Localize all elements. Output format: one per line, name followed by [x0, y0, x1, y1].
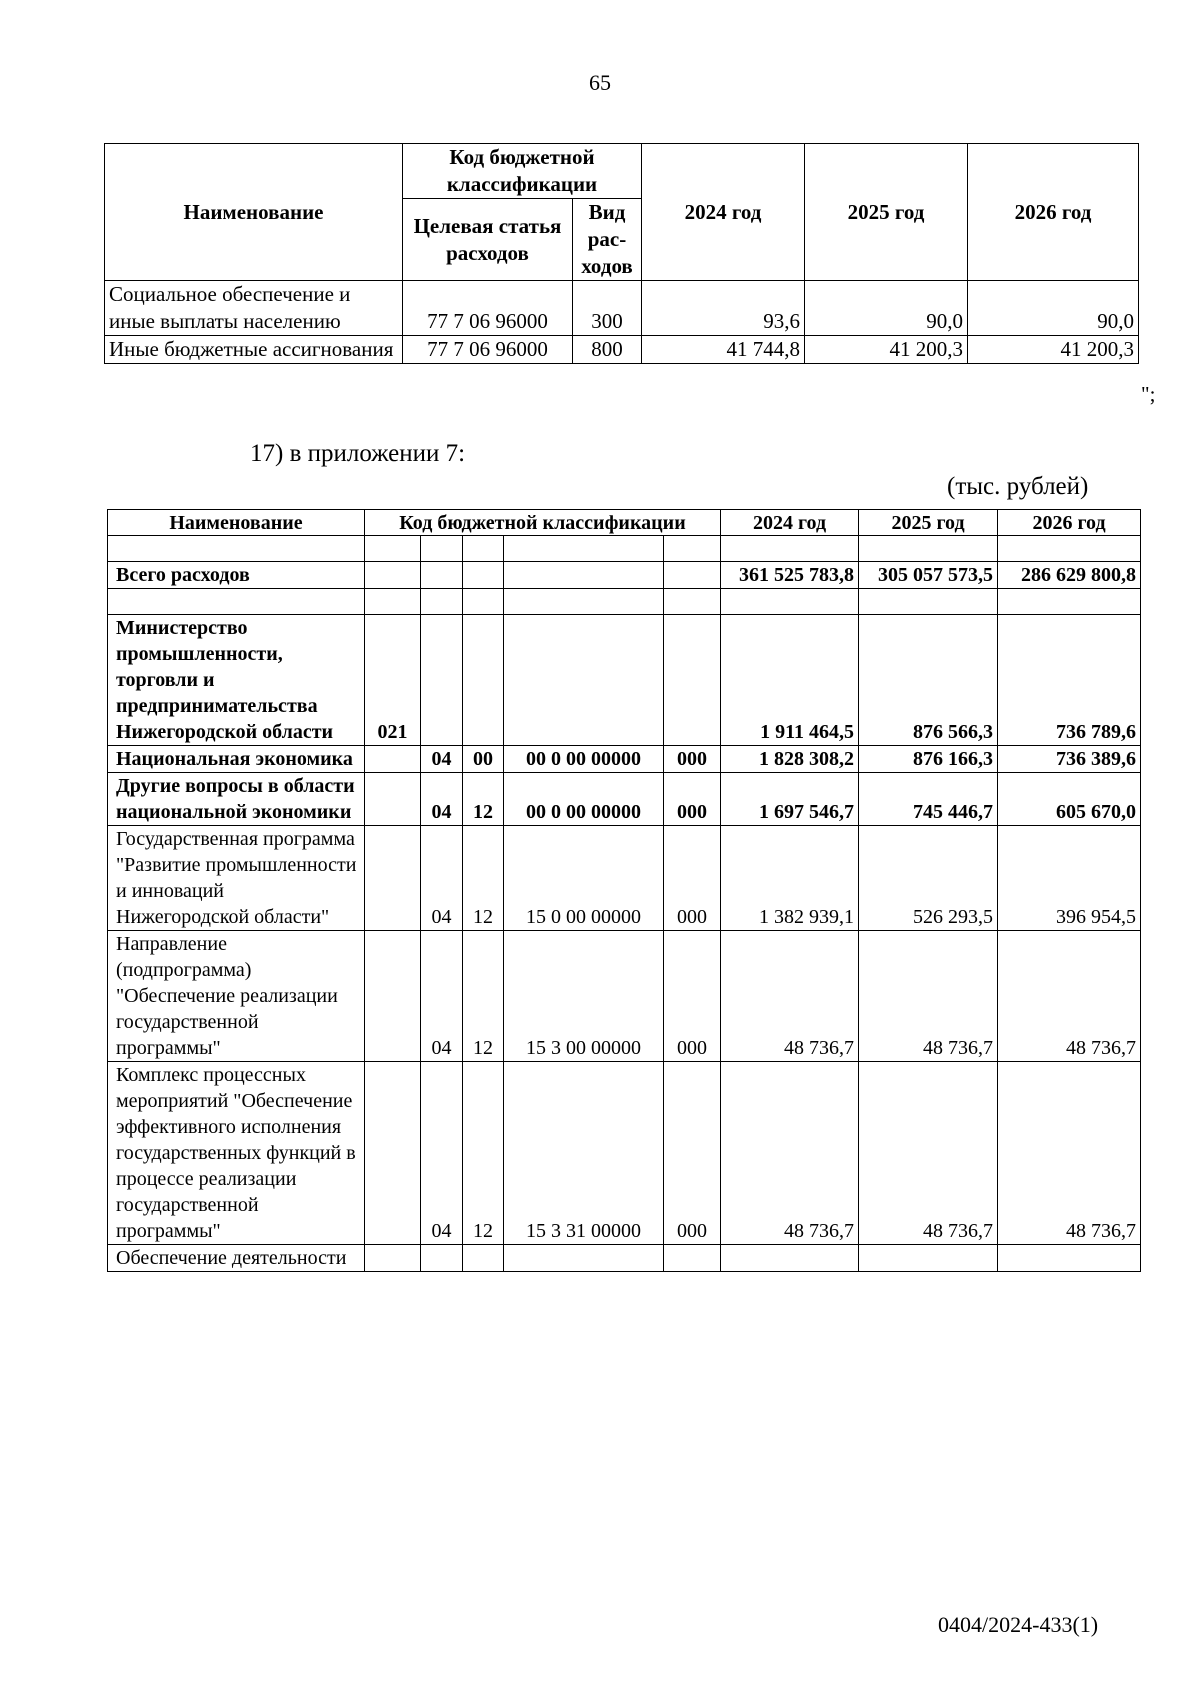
row-2026: [998, 1245, 1141, 1272]
row-2026: 736 789,6: [998, 615, 1141, 746]
row-section: 04: [421, 1062, 463, 1245]
row-subsection: 12: [463, 826, 504, 931]
row-name: Комплекс процессных мероприятий "Обеспечение эффективного исполнения государственных функций в процессе реализации государственной программы": [108, 1062, 365, 1245]
row-section: 04: [421, 773, 463, 826]
amendment-paragraph: 17) в приложении 7:: [250, 440, 466, 467]
row-2024: 1 382 939,1: [721, 826, 859, 931]
header-2024: 2024 год: [721, 510, 859, 536]
row-target: 00 0 00 00000: [504, 773, 664, 826]
row-subsection: 00: [463, 746, 504, 773]
row-subsection: 12: [463, 773, 504, 826]
row-ministry: [365, 746, 421, 773]
table-row: [108, 826, 1141, 931]
row-ministry: [365, 773, 421, 826]
row-subsection: 12: [463, 931, 504, 1062]
row-subsection: [463, 1245, 504, 1272]
row-2025: 41 200,3: [805, 336, 968, 364]
row-kind: [664, 615, 721, 746]
row-2024: 1 828 308,2: [721, 746, 859, 773]
row-2024: 1 911 464,5: [721, 615, 859, 746]
total-row: [108, 562, 1141, 589]
row-target: 15 3 00 00000: [504, 931, 664, 1062]
row-2024: 41 744,8: [642, 336, 805, 364]
row-ministry: [365, 1062, 421, 1245]
row-2026: 41 200,3: [968, 336, 1139, 364]
row-target: 15 0 00 00000: [504, 826, 664, 931]
row-2024: 1 697 546,7: [721, 773, 859, 826]
total-2025: 305 057 573,5: [859, 562, 998, 589]
row-2025: 876 166,3: [859, 746, 998, 773]
row-section: [421, 615, 463, 746]
row-2024: 48 736,7: [721, 931, 859, 1062]
row-ministry: [365, 931, 421, 1062]
row-2024: [721, 1245, 859, 1272]
header-2026: 2026 год: [998, 510, 1141, 536]
header-name: Наименование: [108, 510, 365, 536]
row-2026: 48 736,7: [998, 931, 1141, 1062]
row-kind: [664, 1245, 721, 1272]
row-2025: 90,0: [805, 281, 968, 336]
table-row: [108, 746, 1141, 773]
budget-table-appendix-7: [107, 509, 1141, 1272]
row-name: Социальное обеспечение и иные выплаты населению: [105, 281, 403, 336]
total-2026: 286 629 800,8: [998, 562, 1141, 589]
row-2026: 736 389,6: [998, 746, 1141, 773]
header-2025: 2025 год: [805, 144, 968, 281]
row-kind: 300: [573, 281, 642, 336]
row-subsection: 12: [463, 1062, 504, 1245]
row-section: 04: [421, 826, 463, 931]
page-number: 65: [589, 70, 611, 95]
row-2025: 745 446,7: [859, 773, 998, 826]
row-kind: 000: [664, 773, 721, 826]
row-target: 77 7 06 96000: [403, 336, 573, 364]
row-ministry: [365, 826, 421, 931]
header-2024: 2024 год: [642, 144, 805, 281]
row-2025: 48 736,7: [859, 931, 998, 1062]
row-section: 04: [421, 931, 463, 1062]
row-2025: [859, 1245, 998, 1272]
row-kind: 000: [664, 931, 721, 1062]
row-2024: 48 736,7: [721, 1062, 859, 1245]
header-name: Наименование: [105, 144, 403, 281]
row-2026: 396 954,5: [998, 826, 1141, 931]
header-target: Целевая статья расходов: [403, 199, 573, 281]
row-name: Обеспечение деятельности: [108, 1245, 365, 1272]
row-2025: 48 736,7: [859, 1062, 998, 1245]
row-section: 04: [421, 746, 463, 773]
row-ministry: [365, 1245, 421, 1272]
row-2026: 605 670,0: [998, 773, 1141, 826]
row-ministry: 021: [365, 615, 421, 746]
row-target: 00 0 00 00000: [504, 746, 664, 773]
header-2025: 2025 год: [859, 510, 998, 536]
row-target: 77 7 06 96000: [403, 281, 573, 336]
header-2026: 2026 год: [968, 144, 1139, 281]
row-2024: 93,6: [642, 281, 805, 336]
row-kind: 000: [664, 746, 721, 773]
table-row: [108, 1245, 1141, 1272]
row-kind: 000: [664, 1062, 721, 1245]
total-2024: 361 525 783,8: [721, 562, 859, 589]
document-number: 0404/2024-433(1): [938, 1612, 1099, 1637]
row-name: Министерство промышленности, торговли и предпринимательства Нижегородской области: [108, 615, 365, 746]
row-kind: 800: [573, 336, 642, 364]
row-target: [504, 615, 664, 746]
row-kind: 000: [664, 826, 721, 931]
row-name: Направление (подпрограмма) "Обеспечение реализации государственной программы": [108, 931, 365, 1062]
table-row: [108, 1062, 1141, 1245]
row-name: Другие вопросы в области национальной экономики: [108, 773, 365, 826]
row-subsection: [463, 615, 504, 746]
table-row: [108, 773, 1141, 826]
header-code: Код бюджетной классификации: [365, 510, 721, 536]
spacer-row: [108, 536, 1141, 562]
row-2025: 876 566,3: [859, 615, 998, 746]
header-kind: Вид рас-ходов: [573, 199, 642, 281]
budget-table-continuation: [104, 143, 1139, 364]
closing-quote-mark: ";: [1141, 382, 1156, 406]
row-name: Национальная экономика: [108, 746, 365, 773]
row-name: Иные бюджетные ассигнования: [105, 336, 403, 364]
row-2025: 526 293,5: [859, 826, 998, 931]
header-code-group: Код бюджетной классификации: [403, 144, 642, 199]
units-label: (тыс. рублей): [947, 473, 1089, 500]
row-section: [421, 1245, 463, 1272]
table-row: [105, 336, 1139, 364]
table-row: [108, 615, 1141, 746]
row-target: 15 3 31 00000: [504, 1062, 664, 1245]
row-2026: 48 736,7: [998, 1062, 1141, 1245]
row-target: [504, 1245, 664, 1272]
row-2026: 90,0: [968, 281, 1139, 336]
table-row: [108, 931, 1141, 1062]
table-row: [105, 281, 1139, 336]
total-label: Всего расходов: [108, 562, 365, 589]
row-name: Государственная программа "Развитие промышленности и инноваций Нижегородской области": [108, 826, 365, 931]
spacer-row: [108, 589, 1141, 615]
